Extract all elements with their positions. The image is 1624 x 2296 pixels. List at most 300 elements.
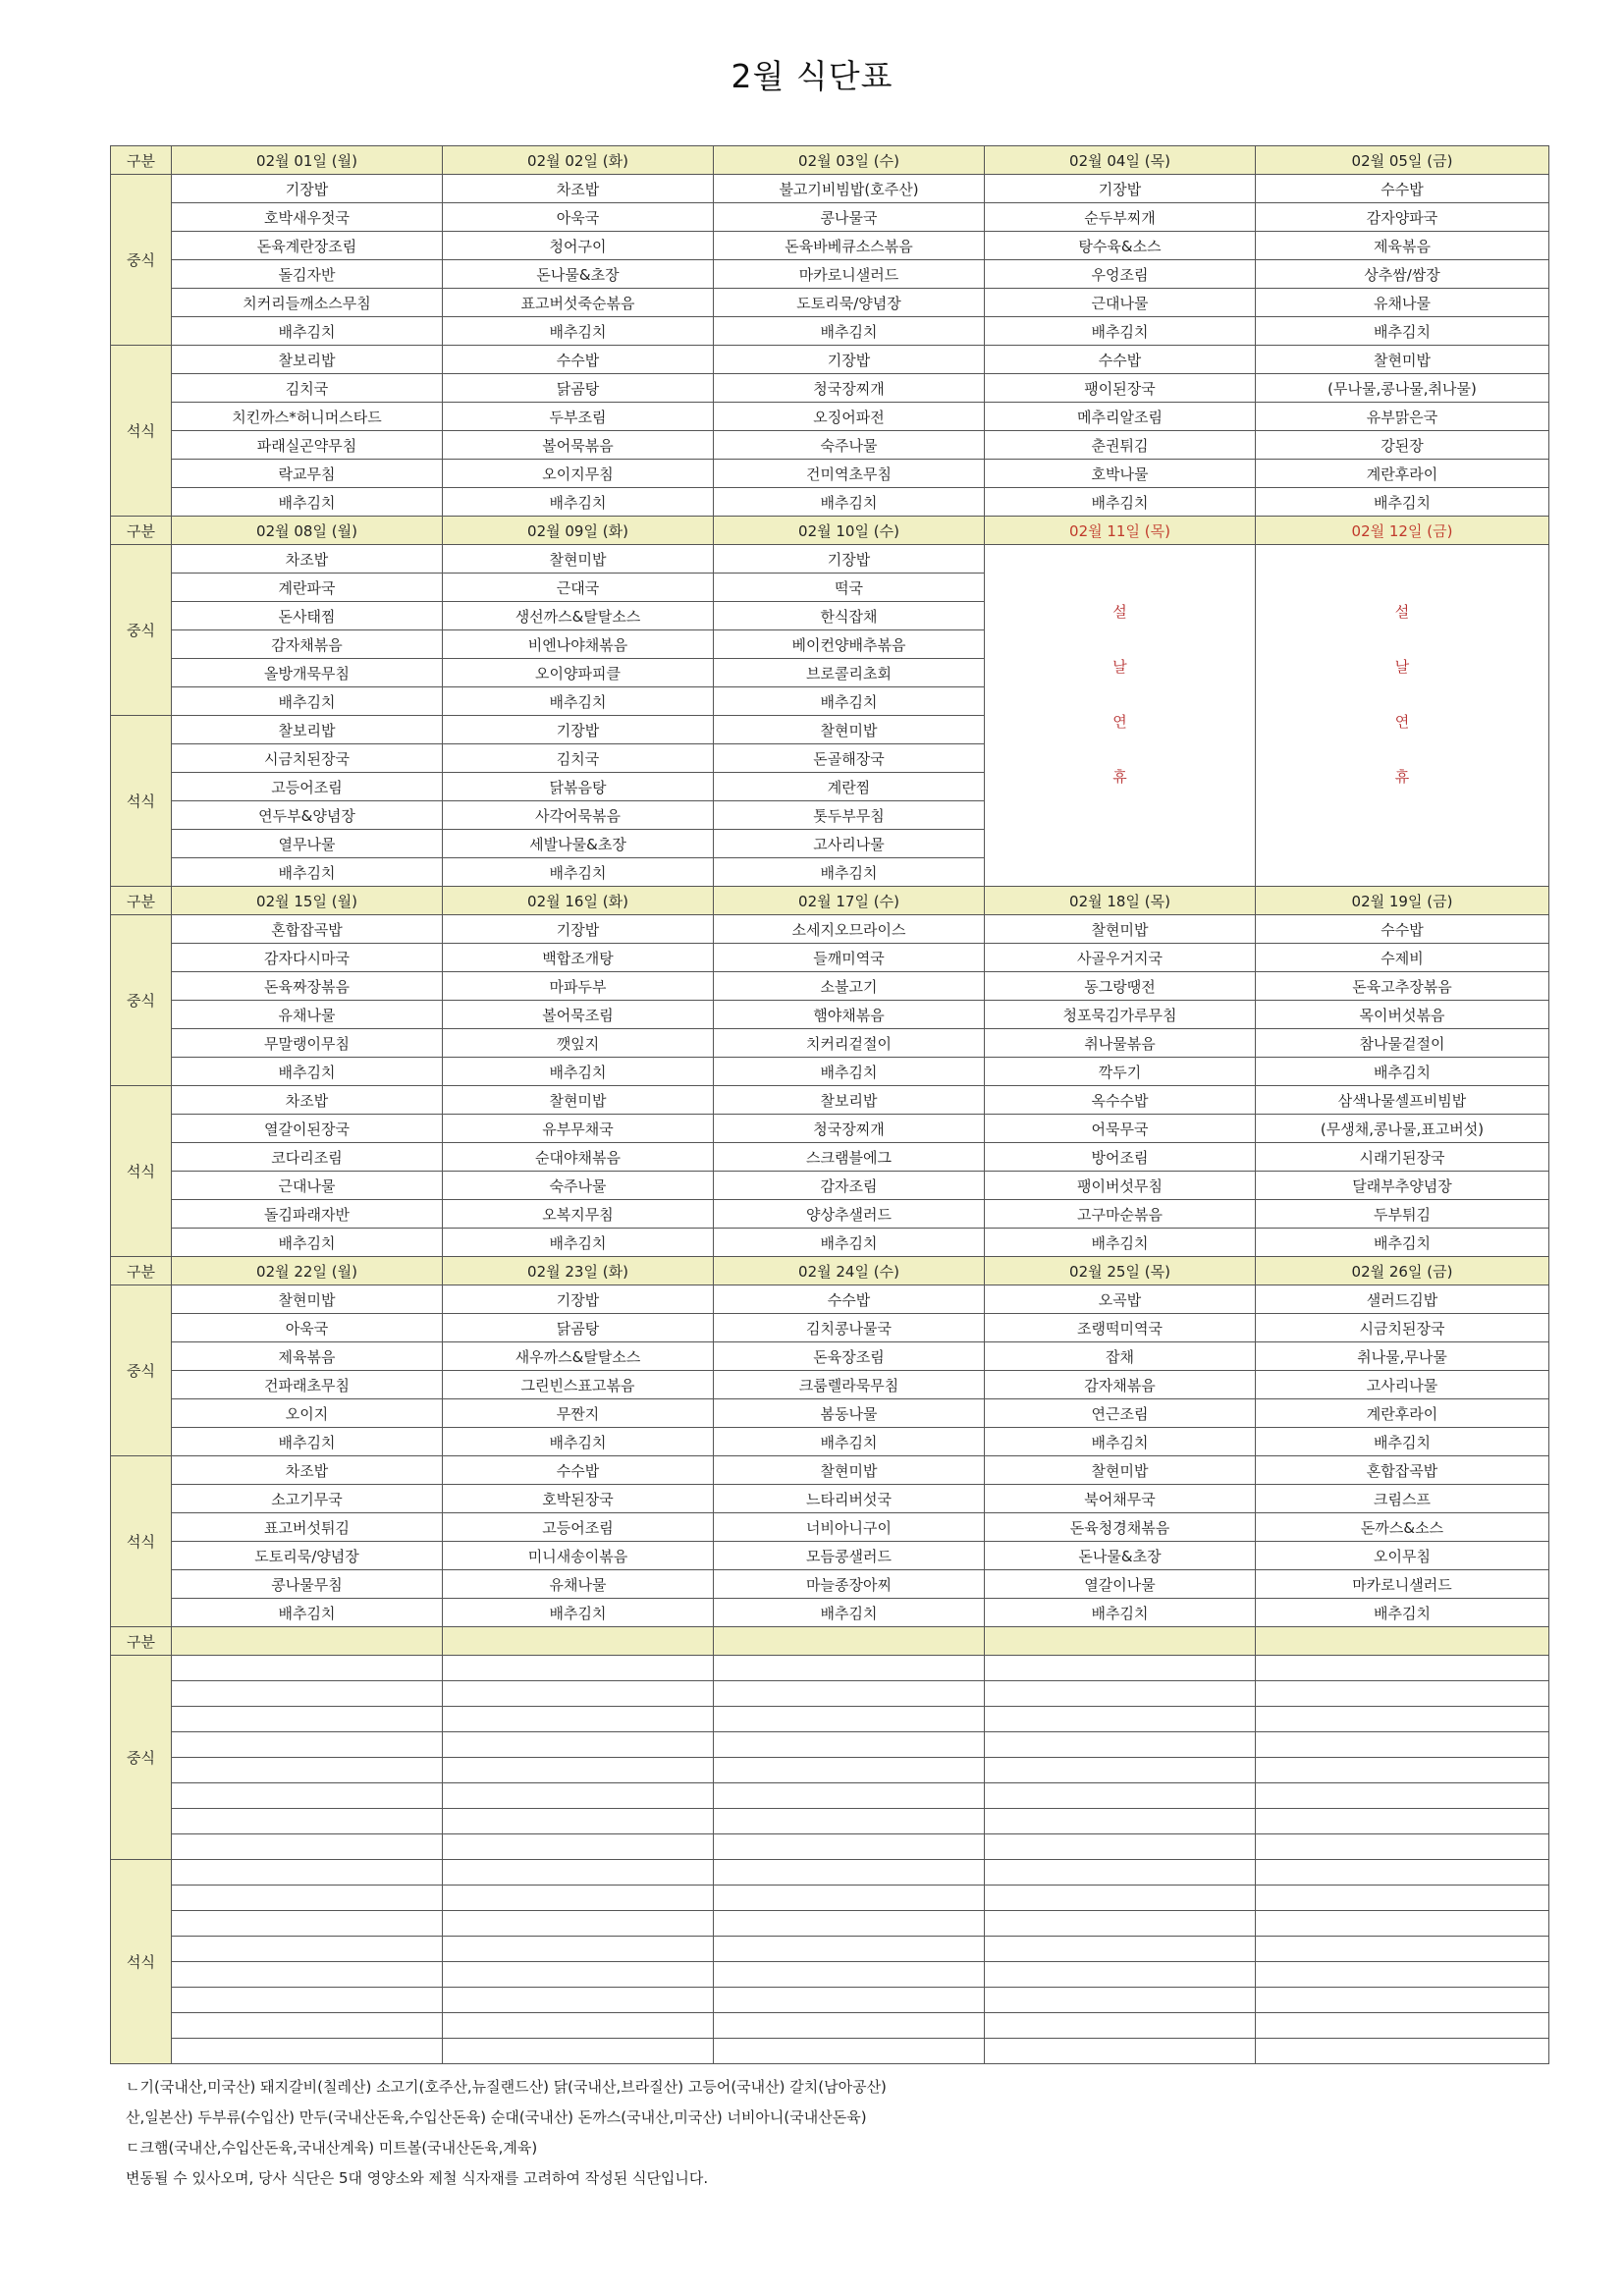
menu-item: 볼어묵볶음: [443, 431, 714, 460]
menu-item: 아욱국: [172, 1314, 443, 1342]
empty-cell: [443, 1988, 714, 2013]
menu-item: 파래실곤약무침: [172, 431, 443, 460]
menu-item: 춘권튀김: [985, 431, 1256, 460]
empty-cell: [172, 1860, 443, 1886]
empty-cell: [172, 1911, 443, 1937]
menu-item: 순대야채볶음: [443, 1143, 714, 1172]
empty-cell: [714, 1860, 985, 1886]
empty-cell: [172, 1707, 443, 1732]
menu-item: 돈나물&초장: [985, 1542, 1256, 1570]
empty-cell: [443, 2013, 714, 2039]
holiday-char: 연: [1394, 713, 1410, 731]
menu-item: 크룸렐라묵무침: [714, 1371, 985, 1399]
menu-item: 돌김자반: [172, 260, 443, 289]
menu-item: 찰현미밥: [443, 1086, 714, 1115]
menu-item: 참나물겉절이: [1256, 1029, 1549, 1058]
menu-item: 아욱국: [443, 203, 714, 232]
empty-cell: [1256, 1809, 1549, 1834]
empty-cell: [172, 1656, 443, 1681]
empty-cell: [985, 1732, 1256, 1758]
empty-row: [111, 1783, 1549, 1809]
empty-cell: [443, 1707, 714, 1732]
menu-item: 고등어조림: [443, 1513, 714, 1542]
empty-cell: [443, 1758, 714, 1783]
menu-item: 사각어묵볶음: [443, 801, 714, 830]
menu-row: [111, 175, 1549, 203]
empty-row: [111, 1911, 1549, 1937]
date-header: 02월 11일 (목): [985, 517, 1256, 545]
empty-cell: [1256, 1860, 1549, 1886]
menu-item: 치킨까스*허니머스타드: [172, 403, 443, 431]
menu-item: 목이버섯볶음: [1256, 1001, 1549, 1029]
date-header: 02월 09일 (화): [443, 517, 714, 545]
menu-item: 표고버섯튀김: [172, 1513, 443, 1542]
lunch-label: 중식: [111, 1656, 172, 1860]
date-header: 02월 12일 (금): [1256, 517, 1549, 545]
date-header: 02월 23일 (화): [443, 1257, 714, 1285]
empty-cell: [714, 1732, 985, 1758]
menu-row: [111, 1229, 1549, 1257]
menu-item: 배추김치: [985, 488, 1256, 517]
menu-item: 돈골해장국: [714, 744, 985, 773]
menu-item: 느타리버섯국: [714, 1485, 985, 1513]
menu-item: 배추김치: [714, 488, 985, 517]
menu-item: 감자조림: [714, 1172, 985, 1200]
menu-item: 연두부&양념장: [172, 801, 443, 830]
dinner-label: 석식: [111, 1086, 172, 1257]
empty-cell: [1256, 1732, 1549, 1758]
menu-item: 배추김치: [714, 1058, 985, 1086]
menu-item: 우엉조림: [985, 260, 1256, 289]
menu-item: 배추김치: [443, 317, 714, 346]
menu-item: 배추김치: [985, 1428, 1256, 1456]
empty-date-header: [443, 1627, 714, 1656]
menu-item: 유부맑은국: [1256, 403, 1549, 431]
menu-row: [111, 488, 1549, 517]
menu-item: 마카로니샐러드: [714, 260, 985, 289]
date-header: 02월 05일 (금): [1256, 146, 1549, 175]
empty-cell: [443, 1911, 714, 1937]
menu-item: 도토리묵/양념장: [714, 289, 985, 317]
date-header: 02월 08일 (월): [172, 517, 443, 545]
holiday-char: 날: [1394, 658, 1410, 676]
menu-item: 고등어조림: [172, 773, 443, 801]
empty-cell: [714, 1758, 985, 1783]
menu-item: 찰현미밥: [443, 545, 714, 574]
menu-item: 미니새송이볶음: [443, 1542, 714, 1570]
gubun-label: 구분: [111, 517, 172, 545]
menu-row: [111, 260, 1549, 289]
menu-item: 배추김치: [714, 687, 985, 716]
empty-cell: [172, 1962, 443, 1988]
menu-item: 숙주나물: [714, 431, 985, 460]
menu-item: 돈까스&소스: [1256, 1513, 1549, 1542]
menu-item: 김치국: [443, 744, 714, 773]
menu-item: 기장밥: [985, 175, 1256, 203]
menu-item: 기장밥: [172, 175, 443, 203]
empty-row: [111, 1937, 1549, 1962]
empty-cell: [172, 1937, 443, 1962]
menu-item: 한식잡채: [714, 602, 985, 630]
menu-item: 메추리알조림: [985, 403, 1256, 431]
menu-item: 호박새우젓국: [172, 203, 443, 232]
menu-row: [111, 203, 1549, 232]
menu-item: 돈나물&초장: [443, 260, 714, 289]
empty-cell: [172, 2039, 443, 2064]
menu-item: 열갈이나물: [985, 1570, 1256, 1599]
menu-row: [111, 431, 1549, 460]
holiday-text: [987, 545, 1253, 804]
menu-item: 올방개묵무침: [172, 659, 443, 687]
menu-item: 배추김치: [443, 1428, 714, 1456]
empty-cell: [985, 1886, 1256, 1911]
empty-row: [111, 1707, 1549, 1732]
date-header: 02월 01일 (월): [172, 146, 443, 175]
menu-row: [111, 1200, 1549, 1229]
menu-item: 찰현미밥: [714, 716, 985, 744]
menu-item: 탕수육&소스: [985, 232, 1256, 260]
menu-item: 감자양파국: [1256, 203, 1549, 232]
menu-item: 감자채볶음: [985, 1371, 1256, 1399]
empty-cell: [985, 1937, 1256, 1962]
empty-cell: [714, 1783, 985, 1809]
menu-item: 차조밥: [172, 1086, 443, 1115]
menu-item: 취나물,무나물: [1256, 1342, 1549, 1371]
menu-item: 배추김치: [985, 317, 1256, 346]
menu-item: 불고기비빔밥(호주산): [714, 175, 985, 203]
menu-item: 제육볶음: [172, 1342, 443, 1371]
menu-item: 콩나물무침: [172, 1570, 443, 1599]
menu-item: 찰현미밥: [714, 1456, 985, 1485]
date-header: 02월 16일 (화): [443, 887, 714, 915]
lunch-label: 중식: [111, 545, 172, 716]
menu-item: 차조밥: [172, 1456, 443, 1485]
empty-week-header-row: [111, 1627, 1549, 1656]
menu-item: 유부무채국: [443, 1115, 714, 1143]
gubun-label: 구분: [111, 1257, 172, 1285]
menu-item: 소고기무국: [172, 1485, 443, 1513]
menu-item: 배추김치: [172, 1428, 443, 1456]
menu-item: 닭볶음탕: [443, 773, 714, 801]
menu-item: 배추김치: [985, 1229, 1256, 1257]
menu-row: [111, 1428, 1549, 1456]
menu-item: 건파래초무침: [172, 1371, 443, 1399]
menu-item: 돈육짜장볶음: [172, 972, 443, 1001]
menu-row: [111, 944, 1549, 972]
menu-item: 배추김치: [443, 1058, 714, 1086]
menu-item: 너비아니구이: [714, 1513, 985, 1542]
empty-cell: [443, 2039, 714, 2064]
menu-item: 수수밥: [443, 346, 714, 374]
note-line: ㄷ크햄(국내산,수입산돈육,국내산계육) 미트볼(국내산돈육,계육): [126, 2139, 538, 2157]
empty-cell: [172, 1834, 443, 1860]
menu-item: 청국장찌개: [714, 374, 985, 403]
menu-item: 혼합잡곡밥: [1256, 1456, 1549, 1485]
menu-item: 잡채: [985, 1342, 1256, 1371]
menu-item: 무짠지: [443, 1399, 714, 1428]
menu-row: [111, 915, 1549, 944]
menu-item: 도토리묵/양념장: [172, 1542, 443, 1570]
empty-row: [111, 1860, 1549, 1886]
empty-date-header: [714, 1627, 985, 1656]
menu-item: 소세지오므라이스: [714, 915, 985, 944]
menu-row: [111, 1599, 1549, 1627]
empty-cell: [1256, 1937, 1549, 1962]
week-header-row: [111, 887, 1549, 915]
empty-cell: [1256, 1758, 1549, 1783]
menu-item: 새우까스&탈탈소스: [443, 1342, 714, 1371]
menu-item: 청포묵김가루무침: [985, 1001, 1256, 1029]
menu-item: 콩나물국: [714, 203, 985, 232]
gubun-label: 구분: [111, 146, 172, 175]
menu-item: 계란파국: [172, 574, 443, 602]
menu-row: [111, 232, 1549, 260]
date-header: 02월 03일 (수): [714, 146, 985, 175]
empty-cell: [1256, 1962, 1549, 1988]
empty-cell: [1256, 2013, 1549, 2039]
empty-cell: [714, 1988, 985, 2013]
menu-item: 청어구이: [443, 232, 714, 260]
menu-item: 오복지무침: [443, 1200, 714, 1229]
menu-item: 오이지: [172, 1399, 443, 1428]
menu-item: 기장밥: [714, 545, 985, 574]
menu-item: 배추김치: [172, 687, 443, 716]
menu-item: 수수밥: [985, 346, 1256, 374]
menu-item: 감자채볶음: [172, 630, 443, 659]
empty-date-header: [172, 1627, 443, 1656]
empty-row: [111, 1886, 1549, 1911]
date-header: 02월 02일 (화): [443, 146, 714, 175]
empty-row: [111, 1834, 1549, 1860]
menu-item: 햄야채볶음: [714, 1001, 985, 1029]
lunch-label: 중식: [111, 915, 172, 1086]
menu-item: 닭곰탕: [443, 1314, 714, 1342]
menu-item: 건미역초무침: [714, 460, 985, 488]
menu-item: 배추김치: [172, 1058, 443, 1086]
empty-cell: [985, 1988, 1256, 2013]
empty-cell: [714, 1937, 985, 1962]
menu-row: [111, 1485, 1549, 1513]
note-line: 산,일본산) 두부류(수입산) 만두(국내산돈육,수입산돈육) 순대(국내산) 돈까스(국내산,미국산) 너비아니(국내산돈육): [126, 2108, 867, 2126]
menu-item: 배추김치: [714, 1428, 985, 1456]
dinner-label: 석식: [111, 716, 172, 887]
empty-cell: [985, 1911, 1256, 1937]
empty-cell: [443, 1681, 714, 1707]
menu-item: 배추김치: [1256, 317, 1549, 346]
menu-item: 들깨미역국: [714, 944, 985, 972]
menu-item: 유채나물: [172, 1001, 443, 1029]
empty-cell: [985, 1962, 1256, 1988]
empty-cell: [985, 2013, 1256, 2039]
holiday-char: 휴: [1112, 768, 1127, 786]
empty-cell: [714, 2039, 985, 2064]
menu-item: 배추김치: [172, 1229, 443, 1257]
week-header-row: [111, 146, 1549, 175]
empty-cell: [985, 1783, 1256, 1809]
menu-item: 수제비: [1256, 944, 1549, 972]
menu-item: 호박된장국: [443, 1485, 714, 1513]
empty-cell: [443, 1656, 714, 1681]
empty-cell: [714, 1886, 985, 1911]
empty-cell: [172, 1732, 443, 1758]
empty-row: [111, 1758, 1549, 1783]
menu-item: 기장밥: [443, 915, 714, 944]
menu-item: 근대나물: [172, 1172, 443, 1200]
menu-item: 상추쌈/쌈장: [1256, 260, 1549, 289]
menu-item: 배추김치: [714, 858, 985, 887]
menu-item: 배추김치: [714, 317, 985, 346]
empty-cell: [172, 1783, 443, 1809]
menu-item: 표고버섯죽순볶음: [443, 289, 714, 317]
menu-item: 배추김치: [1256, 1058, 1549, 1086]
menu-item: 수수밥: [1256, 915, 1549, 944]
menu-item: (무생채,콩나물,표고버섯): [1256, 1115, 1549, 1143]
menu-item: 돈사태찜: [172, 602, 443, 630]
menu-item: 취나물볶음: [985, 1029, 1256, 1058]
menu-item: 배추김치: [1256, 1229, 1549, 1257]
menu-item: 찰현미밥: [1256, 346, 1549, 374]
menu-item: 유채나물: [1256, 289, 1549, 317]
menu-item: 배추김치: [172, 317, 443, 346]
menu-item: 배추김치: [443, 687, 714, 716]
menu-item: 코다리조림: [172, 1143, 443, 1172]
empty-cell: [985, 1707, 1256, 1732]
empty-cell: [1256, 1911, 1549, 1937]
menu-item: 백합조개탕: [443, 944, 714, 972]
date-header: 02월 17일 (수): [714, 887, 985, 915]
menu-item: 김치국: [172, 374, 443, 403]
menu-item: 동그랑땡전: [985, 972, 1256, 1001]
empty-cell: [985, 1834, 1256, 1860]
empty-cell: [1256, 1783, 1549, 1809]
menu-item: 시금치된장국: [1256, 1314, 1549, 1342]
menu-row: [111, 403, 1549, 431]
menu-item: 팽이버섯무침: [985, 1172, 1256, 1200]
menu-item: 숙주나물: [443, 1172, 714, 1200]
menu-item: 수수밥: [714, 1285, 985, 1314]
menu-row: [111, 1513, 1549, 1542]
holiday-char: 휴: [1394, 768, 1410, 786]
menu-item: 찰보리밥: [714, 1086, 985, 1115]
lunch-label: 중식: [111, 1285, 172, 1456]
date-header: 02월 25일 (목): [985, 1257, 1256, 1285]
menu-item: 양상추샐러드: [714, 1200, 985, 1229]
menu-item: 찰현미밥: [172, 1285, 443, 1314]
date-header: 02월 19일 (금): [1256, 887, 1549, 915]
menu-item: 혼합잡곡밥: [172, 915, 443, 944]
menu-item: 배추김치: [172, 1599, 443, 1627]
menu-item: 배추김치: [172, 858, 443, 887]
menu-item: 스크램블에그: [714, 1143, 985, 1172]
empty-row: [111, 1962, 1549, 1988]
week-header-row: [111, 1257, 1549, 1285]
empty-cell: [985, 1758, 1256, 1783]
menu-item: 돌김파래자반: [172, 1200, 443, 1229]
menu-row: [111, 317, 1549, 346]
menu-item: 배추김치: [443, 488, 714, 517]
menu-item: 계란후라이: [1256, 1399, 1549, 1428]
menu-row: [111, 1456, 1549, 1485]
menu-item: 유채나물: [443, 1570, 714, 1599]
menu-item: 소불고기: [714, 972, 985, 1001]
menu-item: 근대나물: [985, 289, 1256, 317]
menu-row: [111, 1029, 1549, 1058]
menu-item: 계란찜: [714, 773, 985, 801]
menu-item: 연근조림: [985, 1399, 1256, 1428]
menu-item: 세발나물&초장: [443, 830, 714, 858]
holiday-cell: [1256, 545, 1549, 887]
menu-row: [111, 1172, 1549, 1200]
menu-item: 샐러드김밥: [1256, 1285, 1549, 1314]
empty-cell: [714, 2013, 985, 2039]
empty-cell: [714, 1834, 985, 1860]
menu-item: 청국장찌개: [714, 1115, 985, 1143]
menu-item: 조랭떡미역국: [985, 1314, 1256, 1342]
date-header: 02월 04일 (목): [985, 146, 1256, 175]
empty-cell: [1256, 1988, 1549, 2013]
menu-item: 배추김치: [985, 1599, 1256, 1627]
empty-cell: [985, 2039, 1256, 2064]
menu-item: 톳두부무침: [714, 801, 985, 830]
menu-item: 시래기된장국: [1256, 1143, 1549, 1172]
menu-item: 오징어파전: [714, 403, 985, 431]
holiday-char: 날: [1112, 658, 1127, 676]
menu-row: [111, 1285, 1549, 1314]
empty-cell: [985, 1860, 1256, 1886]
menu-item: 배추김치: [443, 1229, 714, 1257]
menu-item: 그린빈스표고볶음: [443, 1371, 714, 1399]
menu-row: [111, 1342, 1549, 1371]
empty-row: [111, 1681, 1549, 1707]
empty-cell: [1256, 1886, 1549, 1911]
empty-cell: [172, 1988, 443, 2013]
menu-item: (무나물,콩나물,취나물): [1256, 374, 1549, 403]
date-header: 02월 24일 (수): [714, 1257, 985, 1285]
empty-cell: [985, 1681, 1256, 1707]
empty-row: [111, 2039, 1549, 2064]
empty-cell: [985, 1809, 1256, 1834]
menu-item: 근대국: [443, 574, 714, 602]
menu-item: 배추김치: [1256, 1599, 1549, 1627]
empty-cell: [443, 1886, 714, 1911]
date-header: 02월 26일 (금): [1256, 1257, 1549, 1285]
menu-item: 열무나물: [172, 830, 443, 858]
menu-item: 깻잎지: [443, 1029, 714, 1058]
menu-item: 크림스프: [1256, 1485, 1549, 1513]
menu-item: 찰현미밥: [985, 915, 1256, 944]
holiday-char: 설: [1394, 603, 1410, 621]
menu-item: 돈육청경채볶음: [985, 1513, 1256, 1542]
menu-item: 배추김치: [714, 1229, 985, 1257]
empty-cell: [172, 2013, 443, 2039]
menu-item: 돈육계란장조림: [172, 232, 443, 260]
menu-item: 배추김치: [172, 488, 443, 517]
empty-cell: [1256, 1681, 1549, 1707]
dinner-label: 석식: [111, 1860, 172, 2064]
holiday-text: [1258, 545, 1546, 804]
menu-row: [111, 1058, 1549, 1086]
menu-item: 비엔나야채볶음: [443, 630, 714, 659]
menu-item: 배추김치: [443, 1599, 714, 1627]
empty-cell: [714, 1681, 985, 1707]
menu-table: [110, 145, 1549, 2064]
menu-row: [111, 1001, 1549, 1029]
date-header: 02월 18일 (목): [985, 887, 1256, 915]
menu-item: 북어채무국: [985, 1485, 1256, 1513]
menu-item: 봄동나물: [714, 1399, 985, 1428]
empty-cell: [172, 1886, 443, 1911]
page-title: 2월 식단표: [731, 57, 893, 95]
